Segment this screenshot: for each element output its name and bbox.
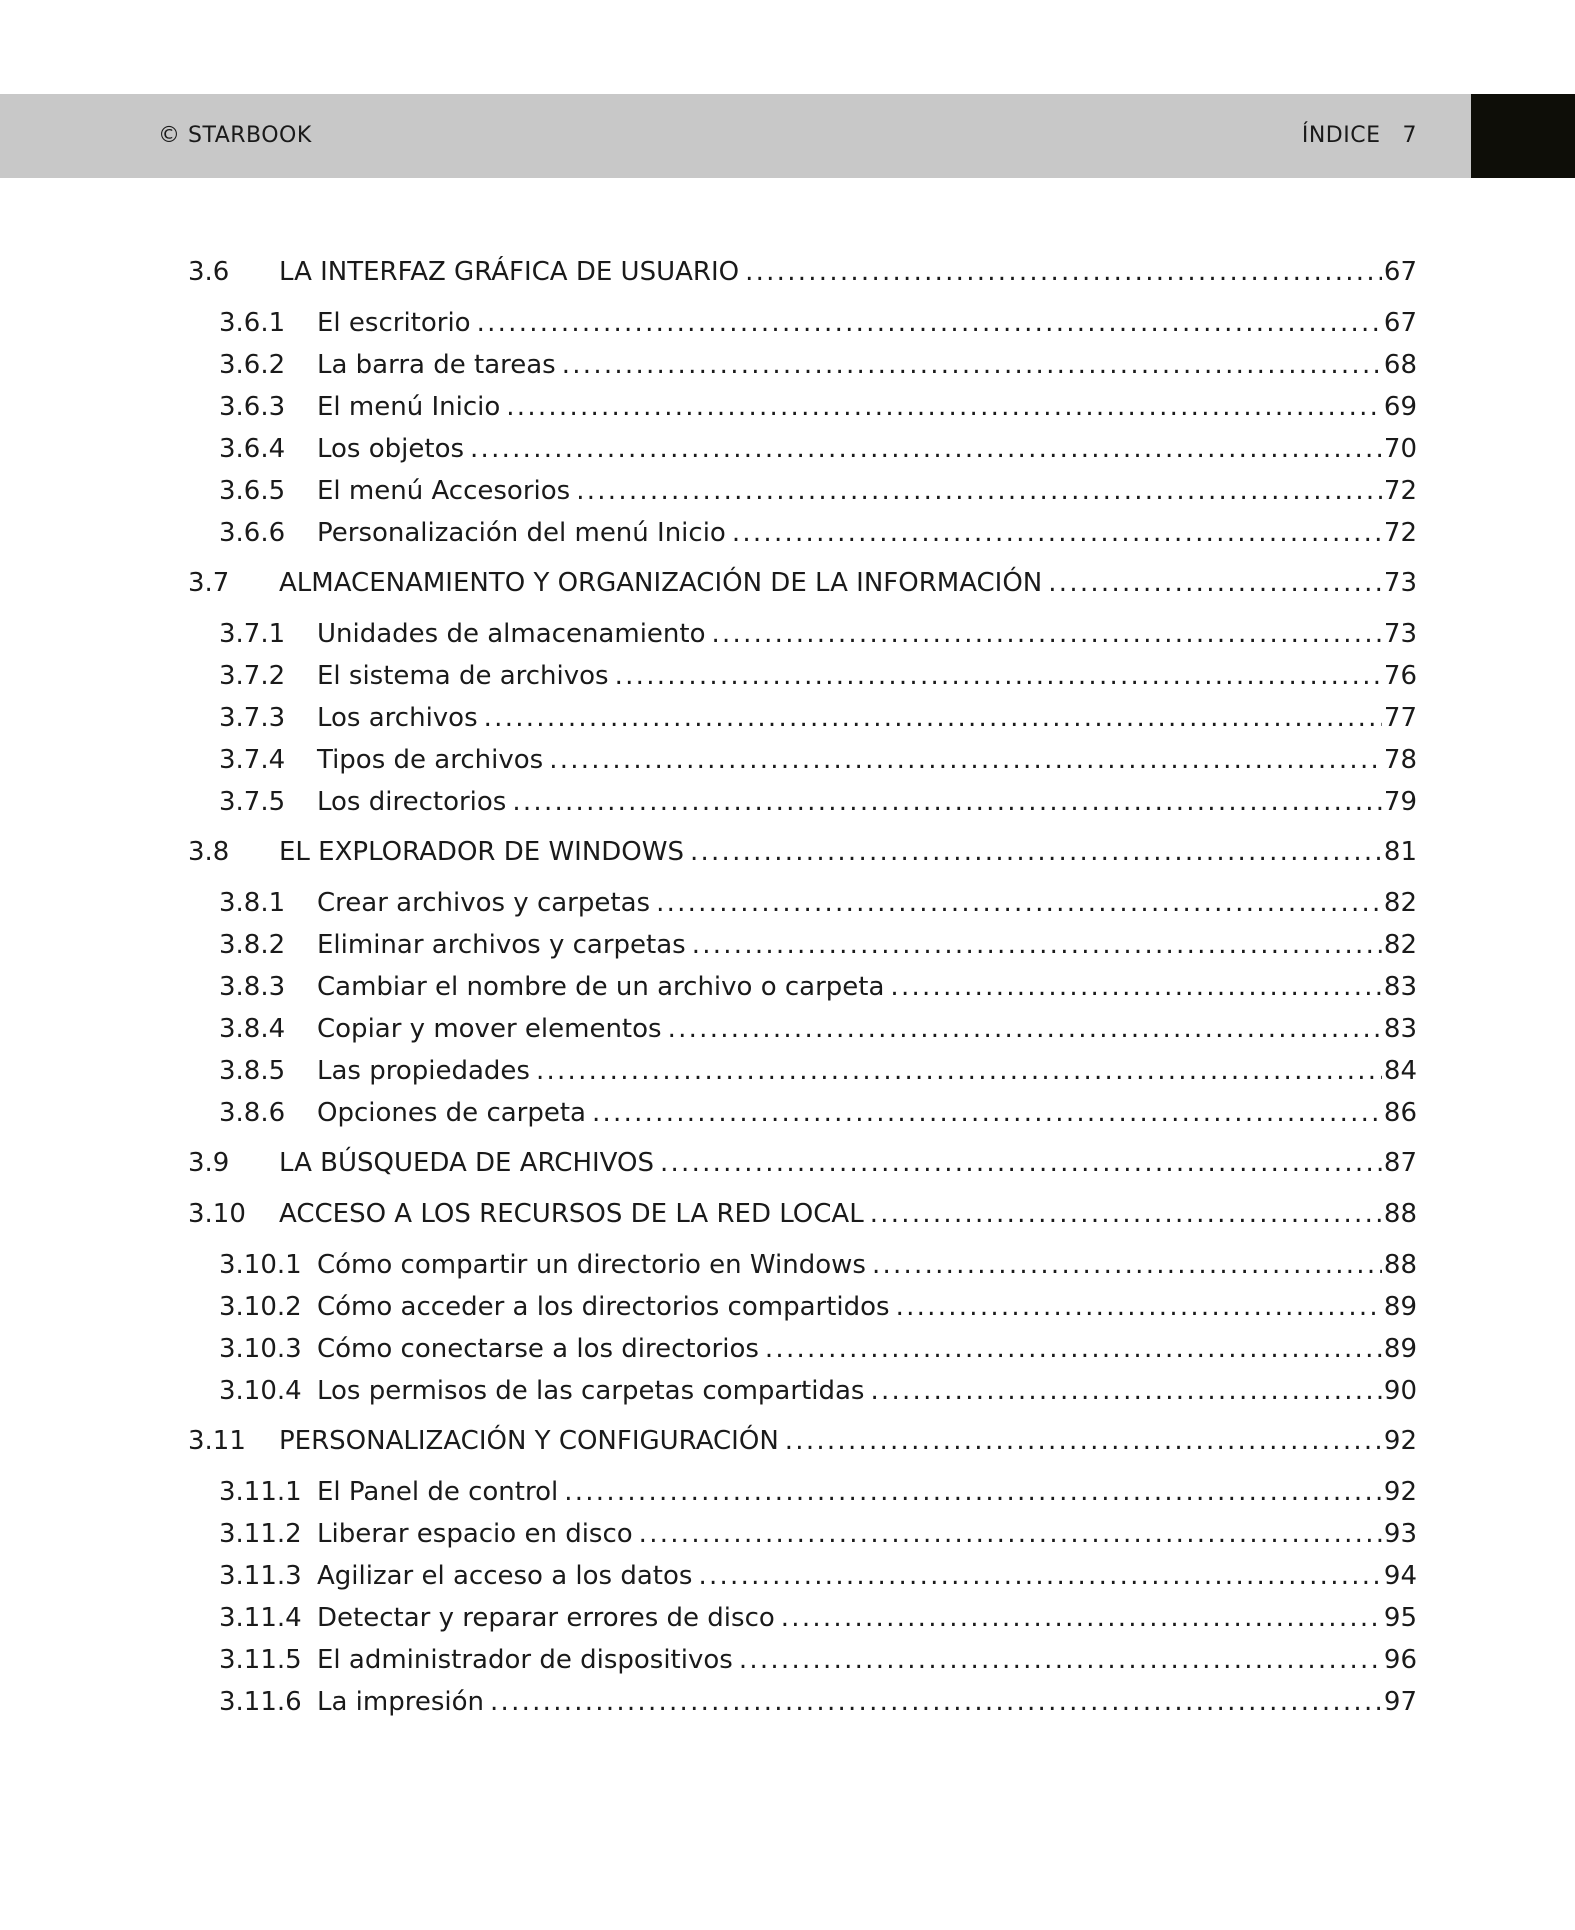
toc-entry-title: Cómo acceder a los directorios compartidos [317, 1292, 890, 1322]
toc-entry-page: 77 [1383, 703, 1417, 733]
toc-entry-page: 70 [1383, 434, 1417, 464]
toc-entry-page: 83 [1383, 1014, 1417, 1044]
toc-entry-page: 90 [1383, 1376, 1417, 1406]
toc-entry-number: 3.10.4 [219, 1376, 302, 1406]
dot-leader [536, 1053, 1382, 1089]
toc-entry-number: 3.6.4 [219, 434, 286, 464]
toc-entry-number: 3.7.2 [219, 661, 286, 691]
toc-entry-page: 94 [1383, 1561, 1417, 1591]
toc-subsection-entry[interactable] [219, 700, 1417, 736]
toc-entry-number: 3.8.6 [219, 1098, 286, 1128]
toc-subsection-entry[interactable] [219, 1289, 1417, 1325]
dot-leader [656, 885, 1382, 921]
dot-leader [765, 1331, 1382, 1367]
toc-entry-number: 3.9 [188, 1148, 230, 1178]
dot-leader [477, 305, 1382, 341]
toc-entry-page: 79 [1383, 787, 1417, 817]
toc-entry-title: El administrador de dispositivos [317, 1645, 733, 1675]
toc-entry-title: Agilizar el acceso a los datos [317, 1561, 693, 1591]
toc-section-entry[interactable] [188, 565, 1417, 601]
toc-section-entry[interactable] [188, 1145, 1417, 1181]
toc-section-entry[interactable] [188, 1196, 1417, 1232]
toc-entry-title: Eliminar archivos y carpetas [317, 930, 686, 960]
toc-entry-number: 3.11.6 [219, 1687, 302, 1717]
toc-entry-title: Personalización del menú Inicio [317, 518, 726, 548]
toc-entry-number: 3.7.1 [219, 619, 286, 649]
dot-leader [870, 1196, 1382, 1232]
publisher-mark: © STARBOOK [158, 123, 312, 148]
toc-subsection-entry[interactable] [219, 1642, 1417, 1678]
toc-subsection-entry[interactable] [219, 431, 1417, 467]
dot-leader [872, 1247, 1382, 1283]
toc-entry-number: 3.6.1 [219, 308, 286, 338]
dot-leader [781, 1600, 1382, 1636]
toc-subsection-entry[interactable] [219, 784, 1417, 820]
toc-entry-title: La barra de tareas [317, 350, 556, 380]
toc-entry-number: 3.8.5 [219, 1056, 286, 1086]
toc-entry-title: Las propiedades [317, 1056, 530, 1086]
toc-entry-page: 89 [1383, 1334, 1417, 1364]
toc-subsection-entry[interactable] [219, 1247, 1417, 1283]
toc-entry-number: 3.8.2 [219, 930, 286, 960]
toc-section-entry[interactable] [188, 1423, 1417, 1459]
toc-entry-page: 78 [1383, 745, 1417, 775]
toc-entry-number: 3.7.5 [219, 787, 286, 817]
dot-leader [668, 1011, 1382, 1047]
toc-subsection-entry[interactable] [219, 389, 1417, 425]
dot-leader [1048, 565, 1382, 601]
toc-entry-title: LA INTERFAZ GRÁFICA DE USUARIO [279, 257, 740, 287]
dot-leader [745, 254, 1382, 290]
toc-entry-title: El menú Accesorios [317, 476, 571, 506]
dot-leader [690, 834, 1382, 870]
section-name: ÍNDICE [1301, 123, 1381, 148]
toc-subsection-entry[interactable] [219, 1095, 1417, 1131]
toc-entry-page: 93 [1383, 1519, 1417, 1549]
dot-leader [564, 1474, 1382, 1510]
toc-entry-number: 3.6.2 [219, 350, 286, 380]
toc-entry-number: 3.11.4 [219, 1603, 302, 1633]
toc-subsection-entry[interactable] [219, 969, 1417, 1005]
toc-entry-title: Los archivos [317, 703, 478, 733]
dot-leader [712, 616, 1382, 652]
dot-leader [896, 1289, 1382, 1325]
toc-entry-title: El menú Inicio [317, 392, 501, 422]
toc-entry-title: Tipos de archivos [317, 745, 544, 775]
toc-subsection-entry[interactable] [219, 885, 1417, 921]
toc-entry-page: 82 [1383, 888, 1417, 918]
toc-entry-number: 3.10 [188, 1199, 246, 1229]
toc-subsection-entry[interactable] [219, 1373, 1417, 1409]
toc-entry-number: 3.8.3 [219, 972, 286, 1002]
toc-entry-title: ACCESO A LOS RECURSOS DE LA RED LOCAL [279, 1199, 864, 1229]
dot-leader [592, 1095, 1382, 1131]
page-number: 7 [1402, 123, 1417, 148]
toc-subsection-entry[interactable] [219, 1053, 1417, 1089]
toc-entry-page: 67 [1383, 308, 1417, 338]
toc-entry-title: Cómo conectarse a los directorios [317, 1334, 759, 1364]
dot-leader [615, 658, 1382, 694]
toc-entry-number: 3.7.4 [219, 745, 286, 775]
toc-entry-number: 3.8 [188, 837, 230, 867]
toc-entry-page: 84 [1383, 1056, 1417, 1086]
dot-leader [512, 784, 1382, 820]
toc-entry-number: 3.10.1 [219, 1250, 302, 1280]
toc-entry-page: 72 [1383, 518, 1417, 548]
toc-entry-title: Los permisos de las carpetas compartidas [317, 1376, 865, 1406]
toc-subsection-entry[interactable] [219, 347, 1417, 383]
toc-entry-title: Cómo compartir un directorio en Windows [317, 1250, 866, 1280]
toc-entry-title: ALMACENAMIENTO Y ORGANIZACIÓN DE LA INFORMACIÓN [279, 568, 1043, 598]
dot-leader [484, 700, 1382, 736]
toc-entry-number: 3.6.6 [219, 518, 286, 548]
toc-entry-number: 3.11.5 [219, 1645, 302, 1675]
toc-entry-page: 92 [1383, 1477, 1417, 1507]
toc-subsection-entry[interactable] [219, 1600, 1417, 1636]
toc-entry-title: Crear archivos y carpetas [317, 888, 651, 918]
toc-entry-page: 96 [1383, 1645, 1417, 1675]
dot-leader [739, 1642, 1382, 1678]
toc-entry-page: 88 [1383, 1199, 1417, 1229]
toc-entry-page: 95 [1383, 1603, 1417, 1633]
toc-entry-title: El escritorio [317, 308, 471, 338]
toc-subsection-entry[interactable] [219, 305, 1417, 341]
toc-entry-page: 89 [1383, 1292, 1417, 1322]
toc-entry-title: Los objetos [317, 434, 465, 464]
toc-entry-title: Copiar y mover elementos [317, 1014, 662, 1044]
toc-entry-title: La impresión [317, 1687, 485, 1717]
toc-entry-number: 3.6 [188, 257, 230, 287]
toc-entry-number: 3.11.1 [219, 1477, 302, 1507]
toc-entry-page: 97 [1383, 1687, 1417, 1717]
toc-entry-page: 88 [1383, 1250, 1417, 1280]
toc-entry-number: 3.6.3 [219, 392, 286, 422]
toc-entry-title: Los directorios [317, 787, 507, 817]
toc-entry-title: El sistema de archivos [317, 661, 609, 691]
toc-entry-title: El Panel de control [317, 1477, 559, 1507]
toc-entry-page: 68 [1383, 350, 1417, 380]
toc-entry-page: 73 [1383, 568, 1417, 598]
dot-leader [785, 1423, 1382, 1459]
toc-entry-page: 72 [1383, 476, 1417, 506]
dot-leader [660, 1145, 1382, 1181]
toc-entry-number: 3.7 [188, 568, 230, 598]
dot-leader [549, 742, 1382, 778]
toc-entry-title: LA BÚSQUEDA DE ARCHIVOS [279, 1148, 654, 1178]
toc-subsection-entry[interactable] [219, 1516, 1417, 1552]
toc-entry-number: 3.10.2 [219, 1292, 302, 1322]
toc-subsection-entry[interactable] [219, 927, 1417, 963]
toc-entry-number: 3.6.5 [219, 476, 286, 506]
toc-entry-number: 3.11.3 [219, 1561, 302, 1591]
toc-entry-number: 3.11.2 [219, 1519, 302, 1549]
toc-entry-title: PERSONALIZACIÓN Y CONFIGURACIÓN [279, 1426, 779, 1456]
toc-entry-number: 3.8.1 [219, 888, 286, 918]
toc-entry-page: 82 [1383, 930, 1417, 960]
toc-section-entry[interactable] [188, 834, 1417, 870]
dot-leader [562, 347, 1382, 383]
toc-subsection-entry[interactable] [219, 1684, 1417, 1720]
toc-subsection-entry[interactable] [219, 742, 1417, 778]
toc-entry-page: 81 [1383, 837, 1417, 867]
toc-entry-page: 67 [1383, 257, 1417, 287]
toc-subsection-entry[interactable] [219, 1474, 1417, 1510]
toc-entry-title: Cambiar el nombre de un archivo o carpeta [317, 972, 885, 1002]
toc-entry-page: 87 [1383, 1148, 1417, 1178]
toc-entry-page: 83 [1383, 972, 1417, 1002]
toc-entry-number: 3.8.4 [219, 1014, 286, 1044]
toc-entry-title: Unidades de almacenamiento [317, 619, 706, 649]
toc-subsection-entry[interactable] [219, 616, 1417, 652]
dot-leader [692, 927, 1382, 963]
toc-subsection-entry[interactable] [219, 1558, 1417, 1594]
toc-entry-title: Opciones de carpeta [317, 1098, 586, 1128]
dot-leader [490, 1684, 1382, 1720]
toc-entry-title: Detectar y reparar errores de disco [317, 1603, 775, 1633]
toc-section-entry[interactable] [188, 254, 1417, 290]
dot-leader [870, 1373, 1381, 1409]
dot-leader [732, 515, 1382, 551]
toc-entry-page: 76 [1383, 661, 1417, 691]
dot-leader [576, 473, 1382, 509]
toc-entry-number: 3.10.3 [219, 1334, 302, 1364]
toc-entry-number: 3.7.3 [219, 703, 286, 733]
toc-entry-title: EL EXPLORADOR DE WINDOWS [279, 837, 684, 867]
dot-leader [698, 1558, 1381, 1594]
dot-leader [890, 969, 1381, 1005]
dot-leader [506, 389, 1382, 425]
toc-entry-page: 86 [1383, 1098, 1417, 1128]
toc-entry-page: 69 [1383, 392, 1417, 422]
toc-subsection-entry[interactable] [219, 1331, 1417, 1367]
toc-entry-number: 3.11 [188, 1426, 246, 1456]
dot-leader [470, 431, 1382, 467]
toc-subsection-entry[interactable] [219, 473, 1417, 509]
toc-entry-page: 73 [1383, 619, 1417, 649]
toc-subsection-entry[interactable] [219, 1011, 1417, 1047]
dot-leader [639, 1516, 1382, 1552]
toc-entry-title: Liberar espacio en disco [317, 1519, 633, 1549]
toc-subsection-entry[interactable] [219, 658, 1417, 694]
toc-subsection-entry[interactable] [219, 515, 1417, 551]
toc-entry-page: 92 [1383, 1426, 1417, 1456]
